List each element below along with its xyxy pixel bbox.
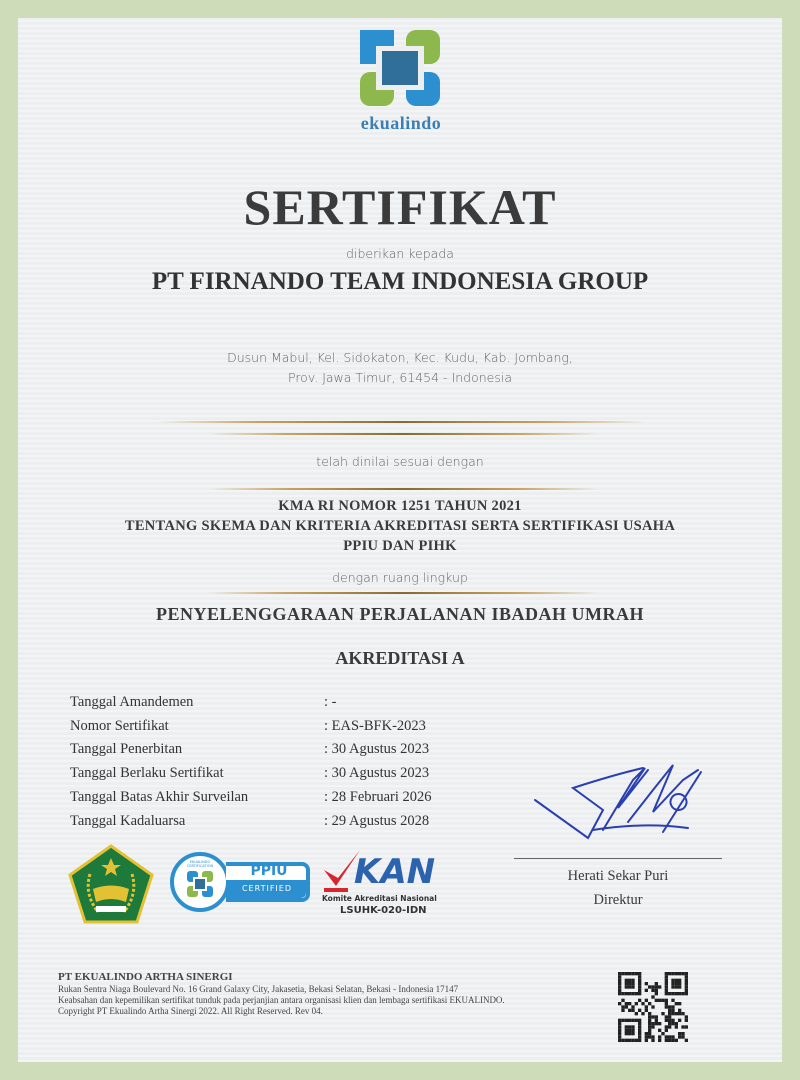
ppiu-text: PPIU — [250, 863, 288, 879]
company-address — [18, 348, 782, 388]
footer-company: PT EKUALINDO ARTHA SINERGI — [58, 971, 233, 983]
kan-full-name: Komite Akreditasi Nasional — [322, 894, 437, 903]
divider — [208, 433, 598, 435]
ppiu-certified-text: CERTIFIED — [241, 884, 293, 893]
accreditation: AKREDITASI A — [335, 648, 465, 668]
divider — [208, 592, 598, 594]
footer — [58, 970, 505, 1017]
scope: PENYELENGGARAAN PERJALANAN IBADAH UMRAH — [155, 604, 644, 624]
ekualindo-logo — [356, 26, 446, 136]
given-to-label: diberikan kepada — [346, 246, 454, 261]
divider — [156, 421, 646, 423]
assessed-label: telah dinilai sesuai dengan — [316, 454, 484, 469]
divider — [208, 488, 598, 490]
regulation-line: KMA RI NOMOR 1251 TAHUN 2021 — [278, 498, 522, 514]
regulation-line: PPIU DAN PIHK — [343, 538, 457, 554]
address-line: Prov. Jawa Timur, 61454 - Indonesia — [288, 370, 512, 385]
signatory-name: Herati Sekar Puri — [567, 868, 669, 884]
company-name: PT FIRNANDO TEAM INDONESIA GROUP — [151, 268, 649, 295]
detail-value: : 28 Februari 2026 — [324, 789, 432, 805]
signature — [533, 760, 723, 850]
footer-line: Keabsahan dan kepemilikan sertifikat tunduk pada perjanjian antara organisasi klien dan lembaga sertifikasi EKUALINDO. — [58, 995, 505, 1005]
certificate-title: SERTIFIKAT — [243, 179, 557, 235]
detail-label: Tanggal Batas Akhir Surveilan — [70, 789, 249, 805]
qr-code-icon[interactable] — [618, 972, 688, 1042]
signatory-role: Direktur — [593, 892, 643, 908]
ekualindo-logo-mark-icon — [356, 26, 446, 110]
detail-label: Tanggal Amandemen — [70, 694, 194, 710]
detail-label: Nomor Sertifikat — [70, 718, 169, 734]
kan-code: LSUHK-020-IDN — [340, 905, 427, 916]
regulation — [18, 496, 782, 556]
address-line: Dusun Mabul, Kel. Sidokaton, Kec. Kudu, Kab. Jombang, — [227, 350, 573, 365]
detail-label: Tanggal Kadaluarsa — [70, 813, 186, 829]
detail-value: : 29 Agustus 2028 — [324, 813, 430, 829]
ekualindo-mini-logo-icon — [186, 870, 214, 898]
footer-line: Copyright PT Ekualindo Artha Sinergi 2022. All Right Reserved. Rev 04. — [58, 1006, 323, 1016]
detail-value: : 30 Agustus 2023 — [324, 741, 430, 757]
kan-logo — [320, 848, 460, 928]
certificate — [18, 18, 782, 1062]
logo-text: ekualindo — [360, 113, 442, 133]
kemenag-emblem-icon — [68, 844, 154, 924]
detail-value: : - — [324, 694, 337, 710]
detail-label: Tanggal Berlaku Sertifikat — [70, 765, 224, 781]
signature-line — [514, 858, 722, 859]
detail-label: Tanggal Penerbitan — [70, 741, 183, 757]
kan-text: KAN — [354, 852, 436, 892]
regulation-line: TENTANG SKEMA DAN KRITERIA AKREDITASI SERTA SERTIFIKASI USAHA — [124, 518, 676, 534]
scope-label: dengan ruang lingkup — [332, 570, 468, 585]
ppiu-certified-badge — [170, 852, 310, 914]
footer-line: Rukan Sentra Niaga Boulevard No. 16 Grand Galaxy City, Jakasetia, Bekasi Selatan, Bekasi - Indonesia 17147 — [58, 984, 459, 994]
ppiu-top-text: EKUALINDO CERTIFICATION — [186, 860, 214, 868]
detail-value: : EAS-BFK-2023 — [324, 718, 426, 734]
detail-value: : 30 Agustus 2023 — [324, 765, 430, 781]
